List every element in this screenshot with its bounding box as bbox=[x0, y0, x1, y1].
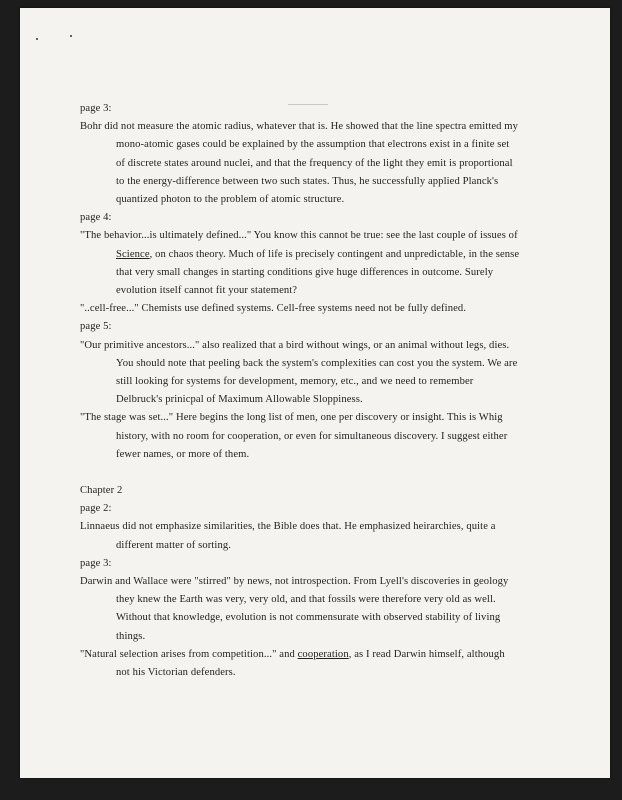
section-heading: page 4: bbox=[80, 212, 112, 224]
underlined-text: Science bbox=[116, 248, 150, 260]
section-heading: page 5: bbox=[80, 321, 112, 333]
section-heading: page 3: bbox=[80, 557, 112, 569]
section-heading: Chapter 2 bbox=[80, 485, 123, 497]
section-gap bbox=[80, 464, 520, 482]
comment-paragraph bbox=[80, 646, 520, 682]
comment-paragraph bbox=[80, 227, 520, 300]
document-body bbox=[80, 100, 520, 682]
comment-paragraph: "The stage was set..." Here begins the long list of men, one per discovery or insight. This is Whig history, with no room for cooperation, or even for simultaneous discovery. I suggest either fewer names, or more of them. bbox=[80, 412, 508, 460]
comment-paragraph: "Our primitive ancestors..." also realized that a bird without wings, or an animal without legs, dies. You should note that peeling back the system's complexities can cost you the system. We are still looking for systems for development, memory, etc., and we need to remember Delbruck's prinicpal of Maximum Allowable Sloppiness. bbox=[80, 339, 518, 406]
paragraph-text: , as I read Darwin himself, although not his Victorian defenders. bbox=[116, 648, 505, 679]
paragraph-text: , on chaos theory. Much of life is precisely contingent and unpredictable, in the sense that very small changes in starting conditions give huge differences in outcome. Surely evolution itself cannot fit your statement? bbox=[116, 248, 520, 297]
underlined-text: cooperation bbox=[297, 648, 349, 660]
comment-paragraph: "..cell-free..." Chemists use defined systems. Cell-free systems need not be fully defined. bbox=[80, 303, 467, 315]
paragraph-text: "Natural selection arises from competition..." and bbox=[80, 648, 298, 660]
paragraph-text: "The behavior...is ultimately defined..." You know this cannot be true: see the last couple of issues of bbox=[80, 230, 518, 242]
comment-paragraph: Linnaeus did not emphasize similarities, the Bible does that. He emphasized heirarchies, quite a different matter of sorting. bbox=[80, 521, 496, 551]
section-heading: page 3: bbox=[80, 103, 112, 114]
section-heading: page 2: bbox=[80, 503, 112, 515]
paper-speck bbox=[70, 35, 72, 37]
comment-paragraph: Bohr did not measure the atomic radius, whatever that is. He showed that the line spectra emitted my mono-atomic gases could be explained by the assumption that electrons exist in a finite set of discrete states around nuclei, and that the frequency of the light they emit is proportional to the energy-difference between two such states. Thus, he successfully applied Planck's quantized photon to the problem of atomic structure. bbox=[80, 121, 519, 206]
paper-speck bbox=[36, 38, 38, 40]
comment-paragraph: Darwin and Wallace were "stirred" by news, not introspection. From Lyell's discoveries in geology they knew the Earth was very, very old, and that fossils were therefore very old as well. Without that knowledge, evolution is not commensurate with observed stability of living things. bbox=[80, 576, 509, 642]
